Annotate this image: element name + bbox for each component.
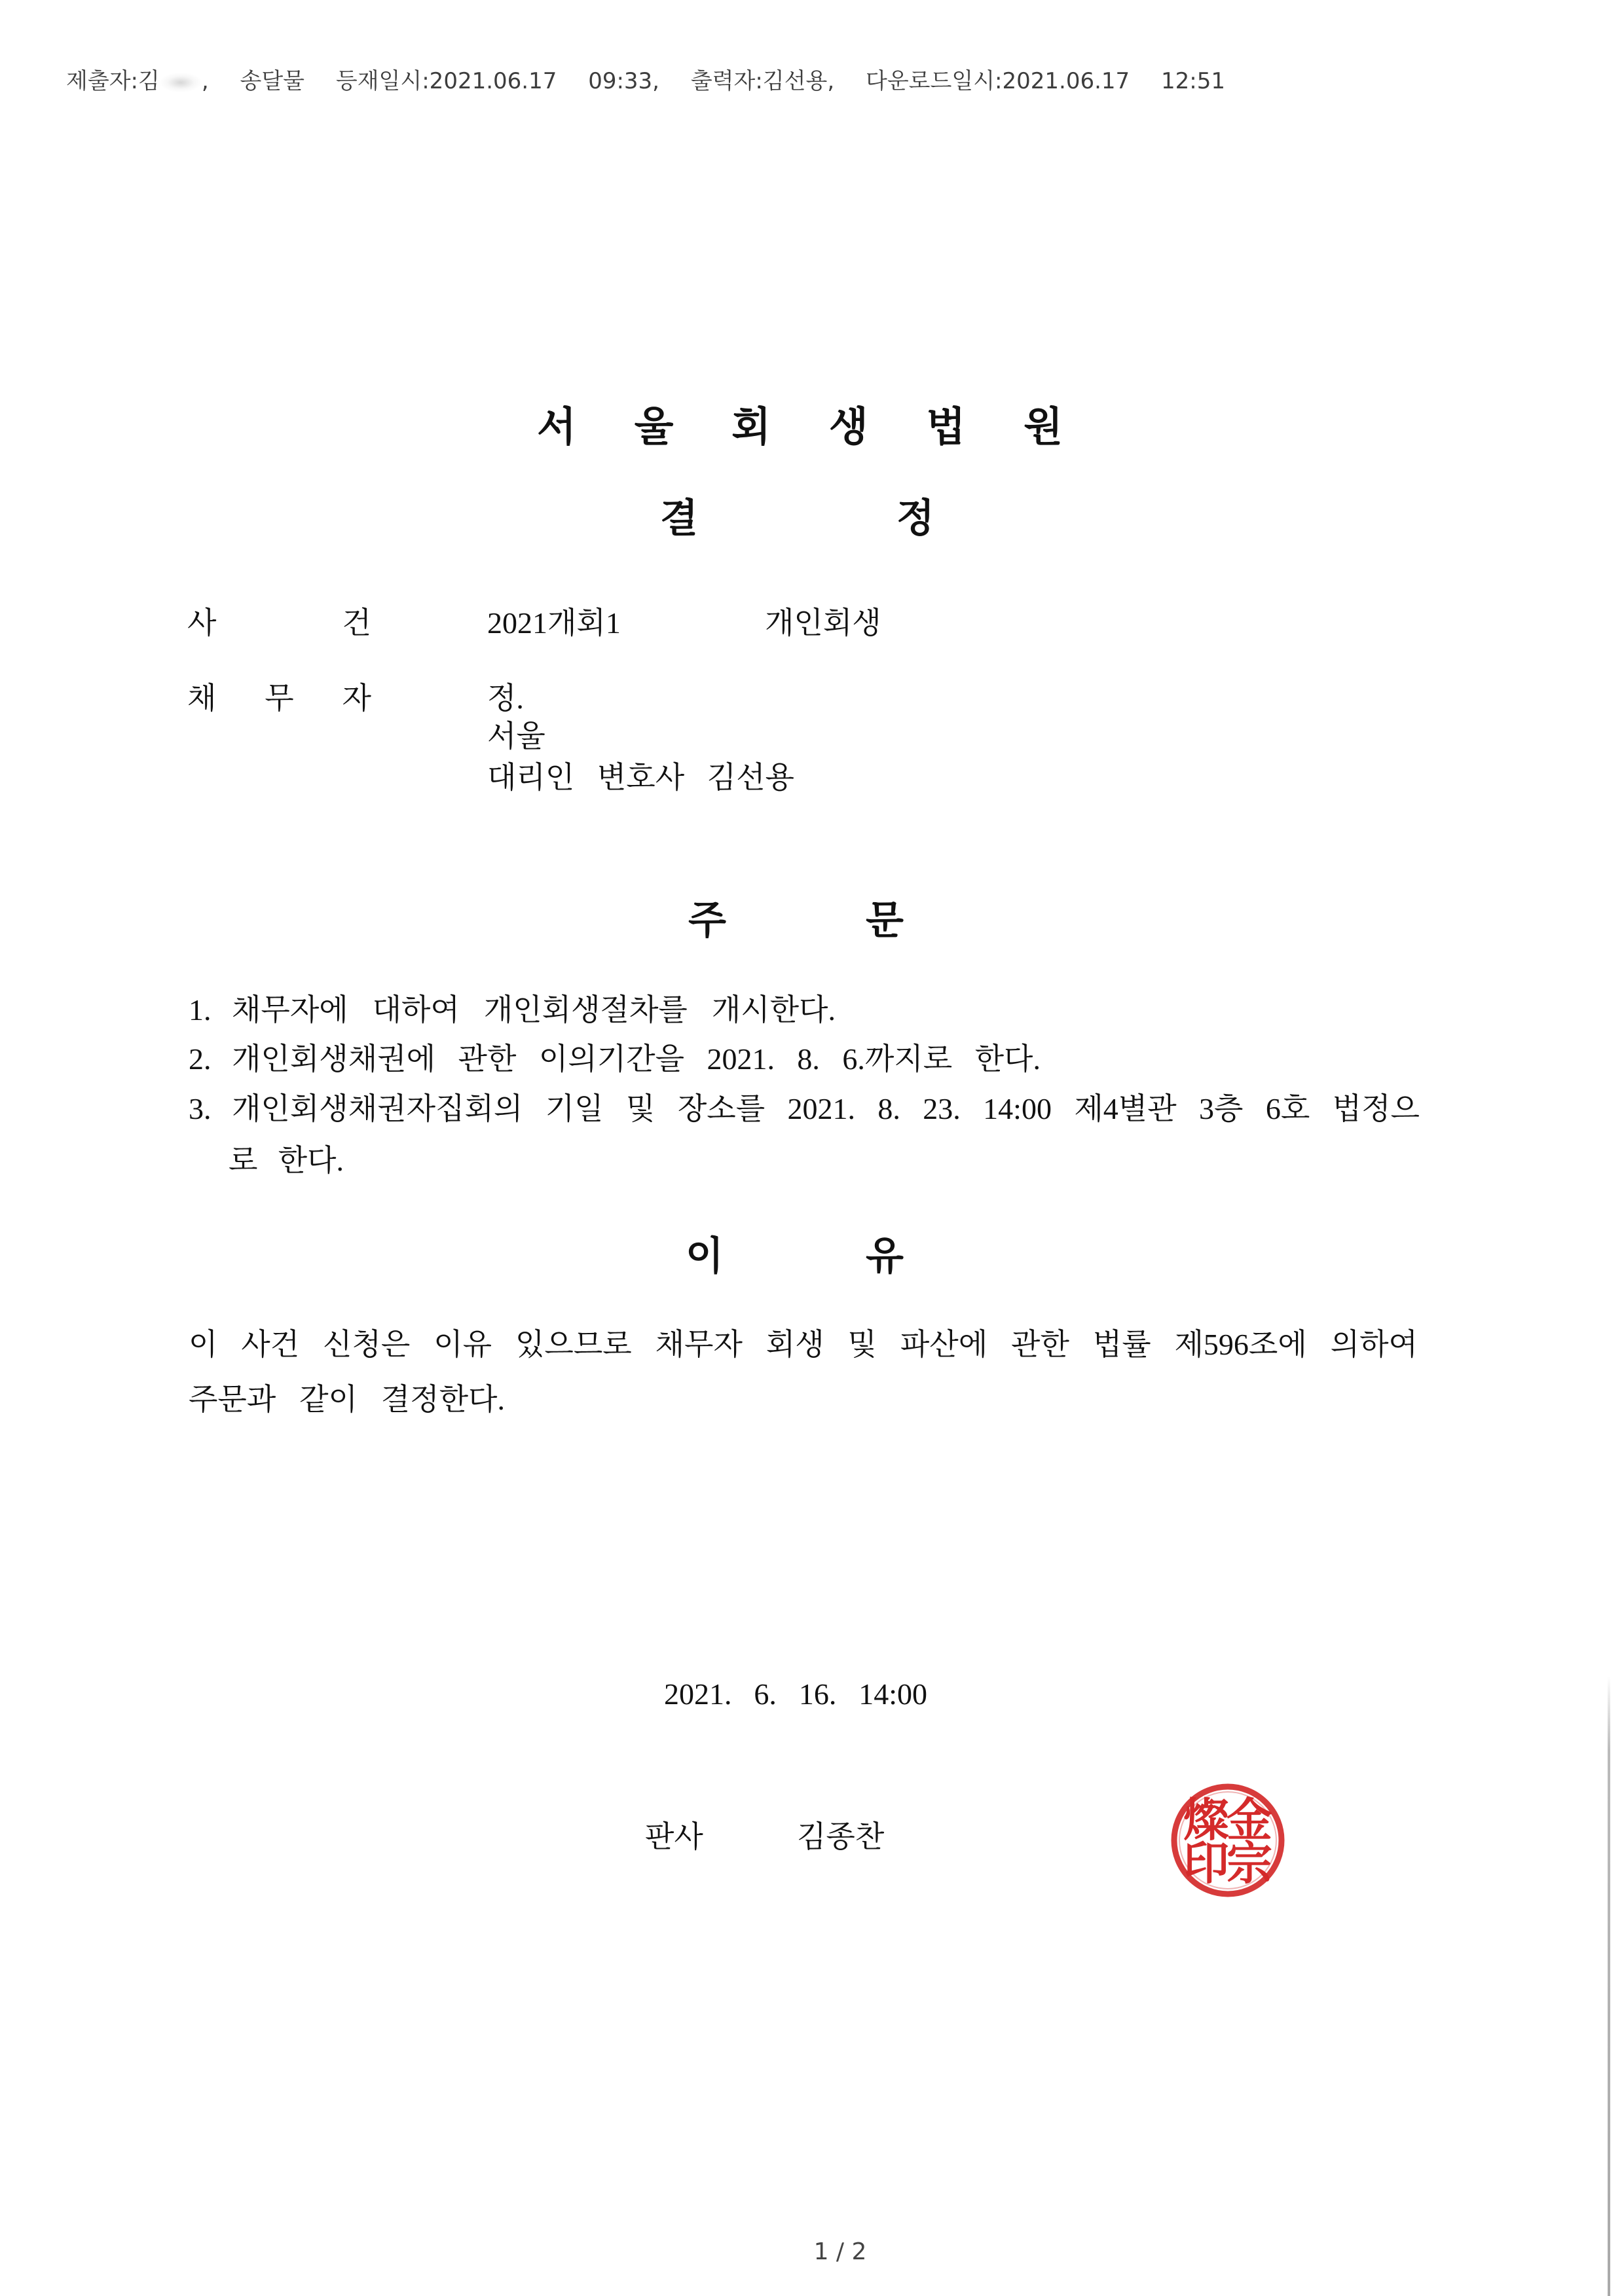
order-item-number: 1.: [189, 993, 212, 1027]
order-item-number: 2.: [189, 1042, 212, 1076]
print-header: [66, 70, 1225, 92]
order-item-text-continued: 로 한다.: [229, 1144, 344, 1177]
order-item-text: 채무자에 대하여 개인회생절차를 개시한다.: [232, 993, 836, 1027]
seal-character: 金: [1227, 1793, 1272, 1847]
decision-date: 2021. 6. 16. 14:00: [664, 1677, 927, 1711]
judge-title: 판사: [645, 1820, 703, 1853]
official-seal-stamp: [1170, 1782, 1286, 1899]
debtor-label: 채 무 자: [187, 682, 371, 715]
debtor-name: 정.: [487, 682, 524, 715]
header-submitter: 제출자:김: [66, 68, 160, 94]
order-item-number: 3.: [189, 1092, 212, 1125]
order-heading: 주 문: [688, 898, 904, 943]
seal-character: 宗: [1227, 1836, 1272, 1890]
case-type: 개인회생: [765, 606, 881, 640]
seal-character: 燦: [1183, 1793, 1229, 1847]
document-type: 결 정: [660, 496, 934, 541]
reason-heading: 이 유: [686, 1233, 904, 1279]
debtor-agent: 대리인 변호사 김선용: [487, 761, 794, 794]
order-item-text: 개인회생채권에 관한 이의기간을 2021. 8. 6.까지로 한다.: [232, 1042, 1041, 1076]
redacted-mark: [160, 73, 202, 92]
seal-character: 印: [1183, 1836, 1229, 1890]
reason-text: 이 사건 신청은 이유 있으므로 채무자 회생 및 파산에 관한 법률 제596조에 의하여: [189, 1328, 1418, 1361]
debtor-address: 서울: [487, 720, 545, 753]
judge-name: 김종찬: [797, 1820, 885, 1853]
case-label: 사 건: [187, 606, 371, 640]
reason-text: 주문과 같이 결정한다.: [189, 1383, 505, 1416]
case-number: 2021개회1: [487, 606, 621, 640]
page-number: 1 / 2: [813, 2238, 867, 2265]
header-details: , 송달물 등재일시:2021.06.17 09:33, 출력자:김선용, 다운로드일시:2021.06.17 12:51: [201, 68, 1225, 94]
court-name: 서 울 회 생 법 원: [537, 403, 1063, 450]
order-item-text: 개인회생채권자집회의 기일 및 장소를 2021. 8. 23. 14:00 제4별관 3층 6호 법정으: [232, 1092, 1420, 1125]
scan-edge-line: [1608, 1676, 1610, 2296]
